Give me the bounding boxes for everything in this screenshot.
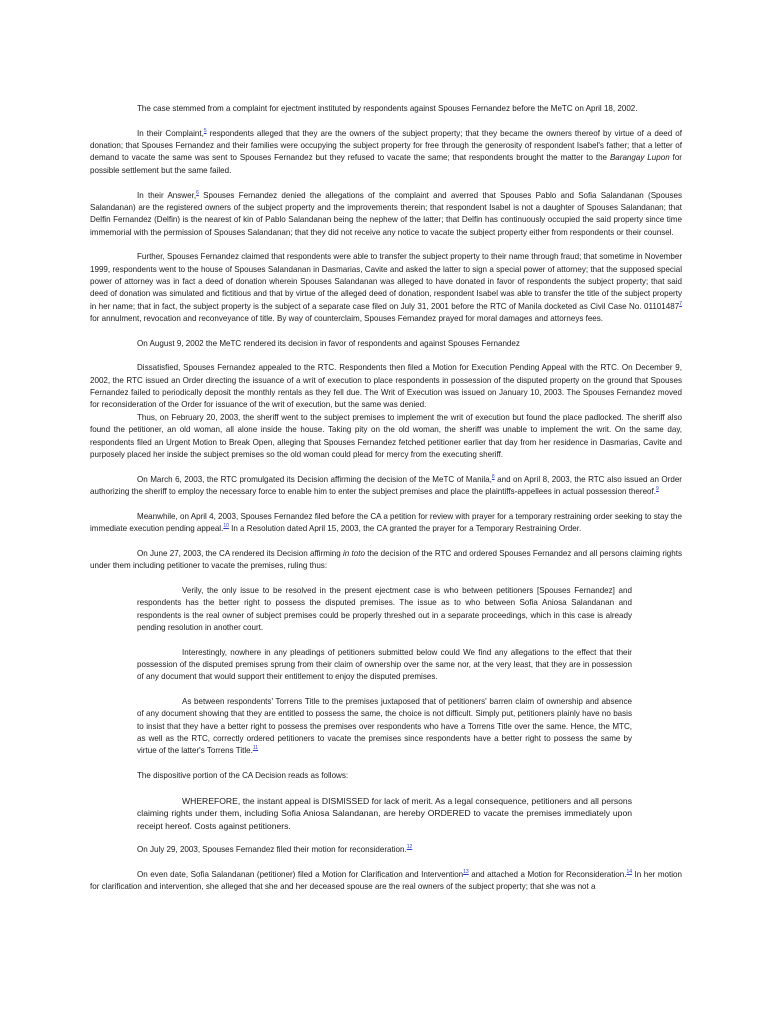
paragraph-answer xyxy=(90,190,682,239)
blockquote-torrens-title xyxy=(137,696,632,758)
footnote-link[interactable]: 10 xyxy=(223,523,229,530)
paragraph-text: In her motion for clarification and intervention, she alleged that she and her deceased spouse are the real owners of the subject property; that she was not a xyxy=(90,870,682,892)
quote-text: As between respondents' Torrens Title to the premises juxtaposed that of petitioners' barren claim of ownership and absence of any document showing that they are entitled to possess the same, the choice is not difficult. Simply put, petitioners plainly have no basis to insist that they have a better right to possess the premises over respondents who have a Torrens Title over the same. Hence, the MTC, as well as the RTC, correctly ordered petitioners to vacate the premises since respondents have a better right to possess the same by virtue of the latter's Torrens Title. xyxy=(137,697,632,756)
quote-text: Interestingly, nowhere in any pleadings of petitioners submitted below could We find any allegations to the effect that their possession of the disputed premises sprung from their claim of ownership over the same nor, at the very least, that they are in possession of any document that would support their entitlement to enjoy the disputed premises. xyxy=(137,647,632,682)
paragraph-text: On August 9, 2002 the MeTC rendered its decision in favor of respondents and against Spouses Fernandez xyxy=(137,338,520,348)
paragraph-metc-decision xyxy=(90,338,682,350)
paragraph-text: Dissatisfied, Spouses Fernandez appealed to the RTC. Respondents then filed a Motion for Execution Pending Appeal with the RTC. On December 9, 2002, the RTC issued an Order directing the issuance of a writ of execution to place respondents in possession of the disputed property on the ground that Spouses Fernandez failed to periodically deposit the monthly rentals as they fell due. The Writ of Execution was issued on January 10, 2003. The Spouses Fernandez moved for reconsideration of the Order for issuance of the writ of execution, but the same was denied. xyxy=(90,363,682,410)
paragraph-text: The dispositive portion of the CA Decision reads as follows: xyxy=(137,771,349,781)
paragraph-text: Thus, on February 20, 2003, the sheriff went to the subject premises to implement the writ of execution but found the place padlocked. The sheriff also found the petitioner, an old woman, all alone inside the house. Taking pity on the old woman, the sheriff was unable to implement the writ. On the same day, respondents filed an Urgent Motion to Break Open, alleging that Spouses Fernandez fetched petitioner earlier that day from her residence in Dasmarias, Cavite and purposely placed her inside the subject premises so the old woman could plead for mercy from the executing sheriff. xyxy=(90,412,682,459)
blockquote-no-allegation xyxy=(137,647,632,684)
paragraph-text: On July 29, 2003, Spouses Fernandez filed their motion for reconsideration. xyxy=(137,845,407,855)
quote-text: Verily, the only issue to be resolved in the present ejectment case is who between petitioners [Spouses Fernandez] and respondents has the better right to possess the disputed premises. The issue as to who between Sofia Aniosa Salandanan and respondents is the real owner of subject premises could be properly threshed out in a separate proceedings, which in this case is already pending resolution in another court. xyxy=(137,585,632,632)
paragraph-text: Further, Spouses Fernandez claimed that respondents were able to transfer the subject property to their name through fraud; that sometime in November 1999, respondents went to the house of Spouses Salandanan in Dasmarias, Cavite and asked the latter to sign a special power of attorney; that the supposed special power of attorney was in fact a deed of donation wherein Spouses Salandanan was alleged to have donated in favor of respondents the subject property; that said deed of donation was simulated and fictitious and that by virtue of the alleged deed of donation, respondent Isabel was able to transfer the title of the subject property in her name; that in fact, the subject property is the subject of a separate case filed on July 31, 2001 before the RTC of Manila docketed as Civil Case No. 01101487 xyxy=(90,252,682,311)
footnote-link[interactable]: 9 xyxy=(656,485,659,492)
paragraph-text: respondents alleged that they are the owners of the subject property; that they became the owners thereof by virtue of a deed of donation; that Spouses Fernandez and their families were occupying the subject property for free through the generosity of respondent Isabel's father; that a letter of demand to vacate the same was sent to Spouses Fernandez but they refused to vacate the same; that respondents brought the matter to the xyxy=(90,128,682,163)
quote-text: WHEREFORE, the instant appeal is DISMISSED for lack of merit. As a legal consequence, petitioners and all persons claiming rights under them, including Sofia Aniosa Salandanan, are hereby ORDERED to vacate the premises immediately upon receipt hereof. Costs against petitioners. xyxy=(137,795,632,831)
paragraph-intervention xyxy=(90,869,682,894)
paragraph-text: and attached a Motion for Reconsideration. xyxy=(468,870,627,880)
blockquote-issue xyxy=(137,585,632,634)
italic-text: Barangay Lupon xyxy=(609,153,670,163)
paragraph-text: In a Resolution dated April 15, 2003, the CA granted the prayer for a Temporary Restraining Order. xyxy=(228,524,582,534)
paragraph-sheriff xyxy=(90,412,682,461)
italic-text: in toto xyxy=(342,548,365,558)
footnote-link[interactable]: 6 xyxy=(196,189,199,196)
footnote-link[interactable]: 8 xyxy=(491,473,495,480)
paragraph-text: In their Complaint, xyxy=(137,128,204,138)
document-page xyxy=(90,103,682,906)
paragraph-text: Meanwhile, on April 4, 2003, Spouses Fernandez filed before the CA a petition for review with prayer for a temporary restraining order seeking to stay the immediate execution pending appeal. xyxy=(90,511,682,534)
paragraph-text: for annulment, revocation and reconveyance of title. By way of counterclaim, Spouses Fernandez prayed for moral damages and attorneys fees. xyxy=(90,313,604,323)
paragraph-text: Spouses Fernandez denied the allegations of the complaint and averred that Spouses Pablo and Sofia Salandanan (Spouses Salandanan) are the registered owners of the subject property and the improvements therein; that respondent Isabel is not a daughter of Spouses Salandanan; that Delfin Fernandez (Delfin) is the nearest of kin of Pablo Salandanan being the nephew of the latter; that Delfin has continuously occupied the said property since time immemorial with the permission of Spouses Salandanan; that they did not receive any notice to vacate the subject property either from respondents or their counsel. xyxy=(90,190,683,237)
footnote-link[interactable]: 14 xyxy=(626,869,632,876)
blockquote-dispositive xyxy=(137,795,632,832)
footnote-link[interactable]: 13 xyxy=(463,869,469,876)
paragraph-ca-decision xyxy=(90,548,682,573)
paragraph-case-origin xyxy=(90,103,682,115)
footnote-link[interactable]: 7 xyxy=(679,300,682,307)
footnote-link[interactable]: 5 xyxy=(203,127,207,134)
paragraph-fraud-claim xyxy=(90,251,682,325)
paragraph-ca-petition xyxy=(90,511,682,536)
footnote-link[interactable]: 12 xyxy=(406,844,413,851)
paragraph-text: for possible settlement but the same failed. xyxy=(90,153,682,175)
paragraph-text: On even date, Sofia Salandanan (petitioner) filed a Motion for Clarification and Intervention xyxy=(137,870,464,880)
paragraph-appeal xyxy=(90,362,682,411)
paragraph-text: On March 6, 2003, the RTC promulgated its Decision affirming the decision of the MeTC of Manila, xyxy=(137,474,492,484)
paragraph-text: The case stemmed from a complaint for ejectment instituted by respondents against Spouses Fernandez before the MeTC on April 18, 2002. xyxy=(137,104,638,113)
paragraph-text: On June 27, 2003, the CA rendered its Decision affirming xyxy=(137,548,343,558)
paragraph-text: the decision of the RTC and ordered Spouses Fernandez and all persons claiming rights under them including petitioner to vacate the premises, ruling thus: xyxy=(90,548,683,571)
paragraph-rtc-decision xyxy=(90,474,682,499)
paragraph-motion-reconsideration xyxy=(90,844,682,856)
paragraph-dispositive-intro xyxy=(90,770,682,782)
paragraph-text: and on April 8, 2003, the RTC also issued an Order authorizing the sheriff to employ the necessary force to enable him to enter the subject premises and place the plaintiffs-appellees in actual possession thereof. xyxy=(90,474,682,496)
paragraph-text: In their Answer, xyxy=(137,190,197,200)
footnote-link[interactable]: 11 xyxy=(252,745,259,752)
paragraph-complaint xyxy=(90,128,682,177)
